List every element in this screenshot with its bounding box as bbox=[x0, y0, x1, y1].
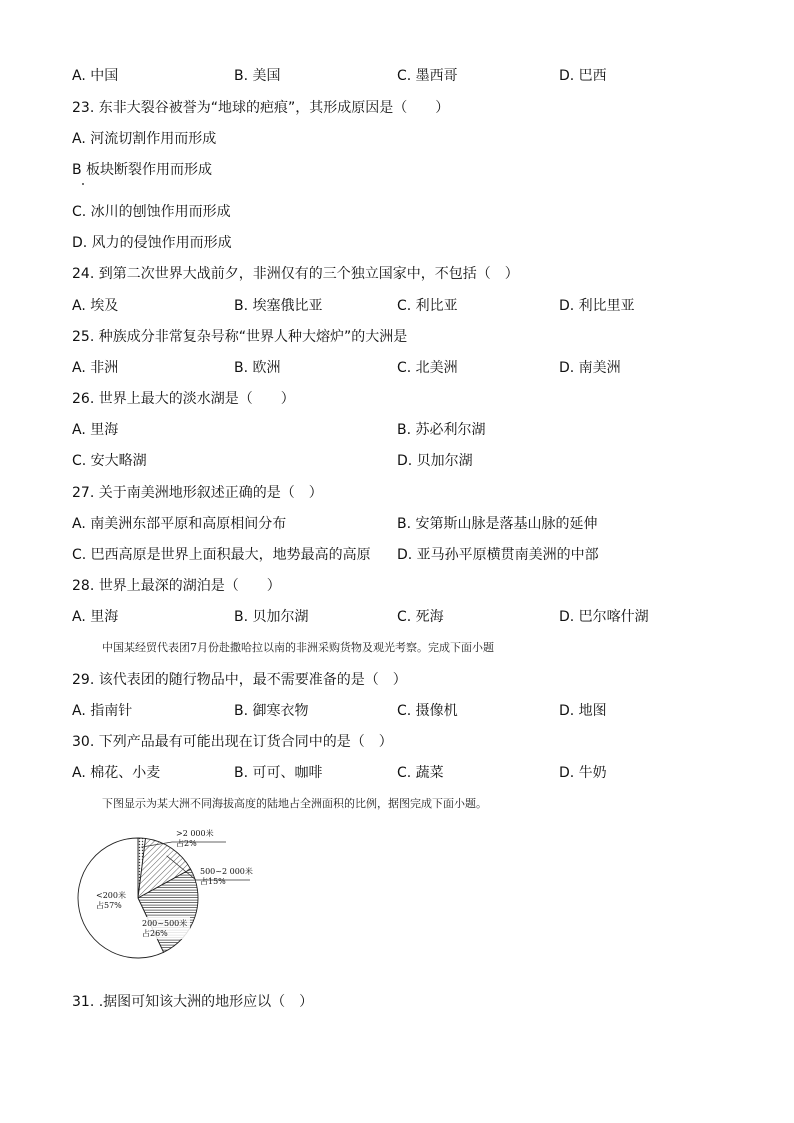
q27-option-b[interactable]: B. 安第斯山脉是落基山脉的延伸 bbox=[397, 516, 598, 532]
q29-option-c[interactable]: C. 摄像机 bbox=[397, 703, 458, 719]
q31-stem: 31. .据图可知该大洲的地形应以（ ） bbox=[72, 994, 314, 1010]
elevation-pie-chart bbox=[60, 822, 300, 982]
q27-stem: 27. 关于南美洲地形叙述正确的是（ ） bbox=[72, 485, 323, 501]
q25-option-a[interactable]: A. 非洲 bbox=[72, 360, 119, 376]
q27-option-d[interactable]: D. 亚马孙平原横贯南美洲的中部 bbox=[397, 547, 599, 563]
q25-option-d[interactable]: D. 南美洲 bbox=[559, 360, 621, 376]
q28-option-c[interactable]: C. 死海 bbox=[397, 609, 444, 625]
q30-option-b[interactable]: B. 可可、咖啡 bbox=[234, 765, 323, 781]
pie-value-label-3: 占2% bbox=[176, 839, 197, 848]
pie-category-label-2: 500~2 000米 bbox=[200, 867, 253, 876]
q24-option-b[interactable]: B. 埃塞俄比亚 bbox=[234, 298, 323, 314]
q30-option-a[interactable]: A. 棉花、小麦 bbox=[72, 765, 161, 781]
q23-option-d[interactable]: D. 风力的侵蚀作用而形成 bbox=[72, 235, 232, 251]
q22-option-b[interactable]: B. 美国 bbox=[234, 68, 281, 84]
q27-option-a[interactable]: A. 南美洲东部平原和高原相间分布 bbox=[72, 516, 287, 532]
q23-stem: 23. 东非大裂谷被誉为“地球的疤痕”，其形成原因是（ ） bbox=[72, 100, 450, 116]
q29-stem: 29. 该代表团的随行物品中，最不需要准备的是（ ） bbox=[72, 672, 407, 688]
q28-option-b[interactable]: B. 贝加尔湖 bbox=[234, 609, 309, 625]
q27-option-c[interactable]: C. 巴西高原是世界上面积最大，地势最高的高原 bbox=[72, 547, 371, 563]
q23-option-b[interactable]: B 板块断裂作用而形成 bbox=[72, 162, 213, 178]
pie-value-label-1: 占26% bbox=[142, 929, 168, 938]
q24-option-a[interactable]: A. 埃及 bbox=[72, 298, 119, 314]
q24-option-d[interactable]: D. 利比里亚 bbox=[559, 298, 635, 314]
q23-option-c[interactable]: C. 冰川的刨蚀作用而形成 bbox=[72, 204, 231, 220]
pie-category-label-1: 200~500米 bbox=[142, 919, 188, 928]
q29-option-d[interactable]: D. 地图 bbox=[559, 703, 607, 719]
q22-option-c[interactable]: C. 墨西哥 bbox=[397, 68, 458, 84]
q26-option-a[interactable]: A. 里海 bbox=[72, 422, 119, 438]
q24-option-c[interactable]: C. 利比亚 bbox=[397, 298, 458, 314]
q26-option-c[interactable]: C. 安大略湖 bbox=[72, 453, 147, 469]
q25-stem: 25. 种族成分非常复杂号称“世界人种大熔炉”的大洲是 bbox=[72, 329, 408, 345]
q30-option-c[interactable]: C. 蔬菜 bbox=[397, 765, 444, 781]
q22-option-d[interactable]: D. 巴西 bbox=[559, 68, 607, 84]
q26-option-b[interactable]: B. 苏必利尔湖 bbox=[397, 422, 486, 438]
stray-dot bbox=[82, 183, 84, 185]
q25-option-c[interactable]: C. 北美洲 bbox=[397, 360, 458, 376]
pie-value-label-2: 占15% bbox=[200, 877, 226, 886]
q22-option-a[interactable]: A. 中国 bbox=[72, 68, 119, 84]
q29-option-a[interactable]: A. 指南针 bbox=[72, 703, 133, 719]
q23-option-a[interactable]: A. 河流切割作用而形成 bbox=[72, 131, 217, 147]
q26-stem: 26. 世界上最大的淡水湖是（ ） bbox=[72, 391, 295, 407]
q26-option-d[interactable]: D. 贝加尔湖 bbox=[397, 453, 473, 469]
q29-option-b[interactable]: B. 御寒衣物 bbox=[234, 703, 309, 719]
pie-value-label-0: 占57% bbox=[96, 901, 122, 910]
q24-stem: 24. 到第二次世界大战前夕，非洲仅有的三个独立国家中，不包括（ ） bbox=[72, 266, 519, 282]
pie-category-label-3: >2 000米 bbox=[176, 829, 214, 838]
q25-option-b[interactable]: B. 欧洲 bbox=[234, 360, 281, 376]
pie-category-label-0: <200米 bbox=[96, 891, 126, 900]
q30-option-d[interactable]: D. 牛奶 bbox=[559, 765, 607, 781]
q30-stem: 30. 下列产品最有可能出现在订货合同中的是（ ） bbox=[72, 734, 393, 750]
passage-intro-29-30: 中国某经贸代表团7月份赴撒哈拉以南的非洲采购货物及观光考察。完成下面小题 bbox=[102, 641, 494, 654]
q28-option-d[interactable]: D. 巴尔喀什湖 bbox=[559, 609, 649, 625]
passage-intro-31: 下图显示为某大洲不同海拔高度的陆地占全洲面积的比例，据图完成下面小题。 bbox=[102, 797, 487, 810]
q28-option-a[interactable]: A. 里海 bbox=[72, 609, 119, 625]
q28-stem: 28. 世界上最深的湖泊是（ ） bbox=[72, 578, 281, 594]
